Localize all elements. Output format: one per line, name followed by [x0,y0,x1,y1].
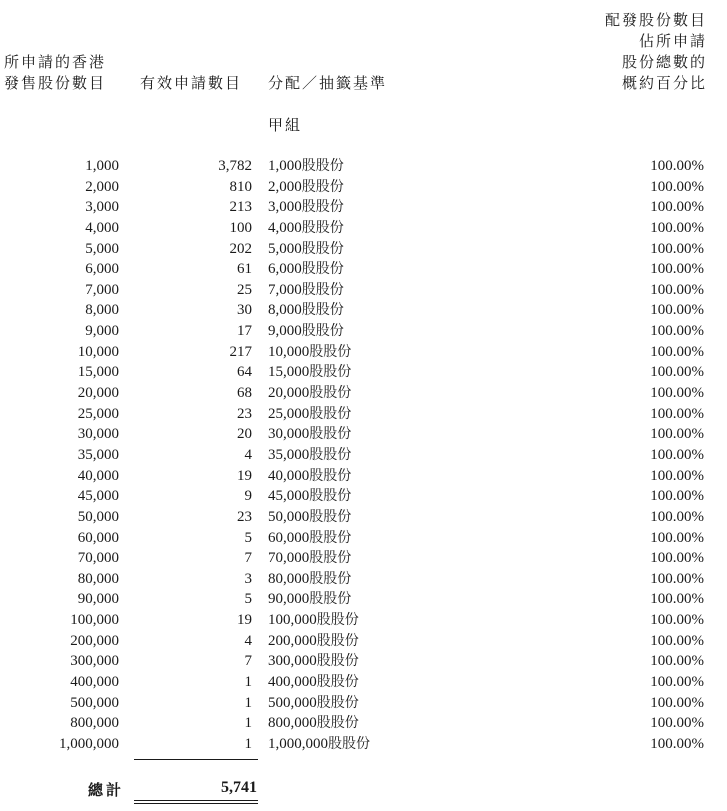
percentage-allotted-cell: 100.00% [650,674,704,691]
basis-unit-label: 股股份 [328,735,370,752]
table-row [0,734,727,755]
basis-unit-label: 股股份 [309,591,352,608]
basis-unit-label: 股股份 [309,446,352,463]
valid-applications-cell: 23 [237,508,252,525]
shares-applied-cell: 20,000 [77,385,119,402]
shares-applied-cell: 30,000 [77,426,119,443]
valid-applications-cell: 7 [244,550,252,567]
basis-unit-label: 股股份 [301,199,344,216]
basis-of-allotment-cell [268,259,344,280]
header-basis-of-allotment: 分配／抽籤基準 [268,74,388,92]
percentage-allotted-cell: 100.00% [650,199,704,216]
basis-shares-number: 20,000 [268,385,310,402]
percentage-allotted-cell: 100.00% [650,715,704,732]
basis-of-allotment-cell [268,672,359,693]
percentage-allotted-cell: 100.00% [650,612,704,629]
table-row [0,672,727,693]
shares-applied-cell: 7,000 [85,281,119,298]
basis-shares-number: 1,000 [268,158,302,174]
valid-applications-cell: 68 [237,385,252,402]
basis-of-allotment-cell [268,528,351,549]
header-percentage-line: 佔所申請 [638,32,707,50]
shares-applied-cell: 200,000 [70,632,119,649]
basis-unit-label: 股股份 [309,467,352,484]
header-percentage-line: 配發股份數目 [604,11,707,29]
table-row [0,713,727,734]
basis-unit-label: 股股份 [301,261,344,278]
basis-shares-number: 800,000 [268,715,317,732]
valid-applications-cell: 213 [229,199,252,216]
basis-of-allotment-cell [268,280,344,301]
percentage-allotted-cell: 100.00% [650,364,704,381]
shares-applied-cell: 35,000 [77,446,119,463]
basis-of-allotment-cell [268,424,351,445]
basis-unit-label: 股股份 [316,612,359,629]
percentage-allotted-cell: 100.00% [650,550,704,567]
header-percentage-line: 股份總數的 [621,53,707,71]
percentage-allotted-cell: 100.00% [650,302,704,319]
total-label: 總計 [88,781,125,799]
percentage-allotted-cell: 100.00% [650,694,704,711]
percentage-allotted-cell: 100.00% [650,632,704,649]
valid-applications-cell: 9 [244,488,252,505]
basis-shares-number: 6,000 [268,261,302,278]
valid-applications-cell: 1 [244,735,252,752]
table-row [0,383,727,404]
table-row [0,280,727,301]
table-row [0,507,727,528]
valid-applications-cell: 7 [244,653,252,670]
percentage-allotted-cell: 100.00% [650,446,704,463]
basis-shares-number: 1,000,000 [268,735,328,752]
valid-applications-cell: 64 [237,364,252,381]
table-row [0,528,727,549]
basis-unit-label: 股股份 [309,508,352,525]
basis-of-allotment-cell [268,589,351,610]
percentage-allotted-cell: 100.00% [650,405,704,422]
table-row [0,362,727,383]
basis-shares-number: 15,000 [268,364,310,381]
shares-applied-cell: 15,000 [77,364,119,381]
header-shares-applied-line: 所申請的香港 [4,53,107,71]
percentage-allotted-cell: 100.00% [650,158,704,174]
basis-shares-number: 40,000 [268,467,310,484]
basis-of-allotment-cell [268,631,359,652]
basis-shares-number: 8,000 [268,302,302,319]
basis-unit-label: 股股份 [316,715,359,732]
table-row [0,404,727,425]
basis-of-allotment-cell [268,197,344,218]
header-valid-applications: 有效申請數目 [140,74,243,92]
basis-shares-number: 9,000 [268,323,302,340]
table-row [0,259,727,280]
basis-shares-number: 7,000 [268,281,302,298]
header-shares-applied-line: 發售股份數目 [4,74,107,92]
table-row [0,569,727,590]
shares-applied-cell: 1,000 [85,158,119,174]
shares-applied-cell: 100,000 [70,612,119,629]
basis-shares-number: 80,000 [268,570,310,587]
basis-shares-number: 2,000 [268,178,302,195]
basis-shares-number: 200,000 [268,632,317,649]
table-row [0,156,727,177]
header-percentage-line: 概約百分比 [621,74,707,92]
header-shares-applied [4,52,106,94]
basis-of-allotment-cell [268,156,344,177]
percentage-allotted-cell: 100.00% [650,467,704,484]
subtotal-rule [134,759,258,760]
shares-applied-cell: 10,000 [77,343,119,360]
table-row [0,342,727,363]
group-label: 甲組 [268,116,303,134]
percentage-allotted-cell: 100.00% [650,508,704,525]
basis-unit-label: 股股份 [301,240,344,257]
valid-applications-cell: 1 [244,694,252,711]
basis-unit-label: 股股份 [309,405,352,422]
table-row [0,548,727,569]
basis-shares-number: 300,000 [268,653,317,670]
table-row [0,651,727,672]
basis-of-allotment-cell [268,507,351,528]
shares-applied-cell: 8,000 [85,302,119,319]
basis-unit-label: 股股份 [309,364,352,381]
shares-applied-cell: 9,000 [85,323,119,340]
valid-applications-cell: 202 [229,240,252,257]
basis-of-allotment-cell [268,466,351,487]
basis-unit-label: 股股份 [301,323,344,340]
percentage-allotted-cell: 100.00% [650,240,704,257]
basis-shares-number: 3,000 [268,199,302,216]
basis-shares-number: 90,000 [268,591,310,608]
table-row [0,177,727,198]
valid-applications-cell: 25 [237,281,252,298]
valid-applications-cell: 1 [244,715,252,732]
total-value: 5,741 [221,779,257,796]
percentage-allotted-cell: 100.00% [650,219,704,236]
basis-of-allotment-cell [268,651,359,672]
shares-applied-cell: 25,000 [77,405,119,422]
table-row [0,239,727,260]
basis-unit-label: 股股份 [316,674,359,691]
valid-applications-cell: 20 [237,426,252,443]
basis-unit-label: 股股份 [309,529,352,546]
basis-unit-label: 股股份 [301,219,344,236]
table-row [0,589,727,610]
basis-shares-number: 35,000 [268,446,310,463]
shares-applied-cell: 300,000 [70,653,119,670]
basis-shares-number: 50,000 [268,508,310,525]
shares-applied-cell: 800,000 [70,715,119,732]
shares-applied-cell: 70,000 [77,550,119,567]
percentage-allotted-cell: 100.00% [650,570,704,587]
valid-applications-cell: 17 [237,323,252,340]
basis-unit-label: 股股份 [316,694,359,711]
shares-applied-cell: 400,000 [70,674,119,691]
basis-of-allotment-cell [268,239,344,260]
basis-of-allotment-cell [268,383,351,404]
basis-unit-label: 股股份 [301,158,344,174]
basis-unit-label: 股股份 [309,343,352,360]
basis-shares-number: 5,000 [268,240,302,257]
basis-unit-label: 股股份 [316,632,359,649]
basis-shares-number: 400,000 [268,674,317,691]
percentage-allotted-cell: 100.00% [650,735,704,752]
basis-shares-number: 45,000 [268,488,310,505]
percentage-allotted-cell: 100.00% [650,323,704,340]
basis-of-allotment-cell [268,362,351,383]
percentage-allotted-cell: 100.00% [650,488,704,505]
valid-applications-cell: 217 [229,343,252,360]
valid-applications-cell: 30 [237,302,252,319]
basis-shares-number: 25,000 [268,405,310,422]
percentage-allotted-cell: 100.00% [650,385,704,402]
shares-applied-cell: 6,000 [85,261,119,278]
valid-applications-cell: 19 [237,612,252,629]
basis-unit-label: 股股份 [301,302,344,319]
shares-applied-cell: 45,000 [77,488,119,505]
basis-unit-label: 股股份 [309,488,352,505]
shares-applied-cell: 500,000 [70,694,119,711]
valid-applications-cell: 1 [244,674,252,691]
shares-applied-cell: 1,000,000 [59,735,119,752]
valid-applications-cell: 4 [244,446,252,463]
valid-applications-cell: 4 [244,632,252,649]
shares-applied-cell: 4,000 [85,219,119,236]
valid-applications-cell: 3,782 [218,158,252,174]
shares-applied-cell: 90,000 [77,591,119,608]
table-row [0,445,727,466]
valid-applications-cell: 810 [229,178,252,195]
basis-unit-label: 股股份 [309,385,352,402]
valid-applications-cell: 23 [237,405,252,422]
valid-applications-cell: 5 [244,591,252,608]
shares-applied-cell: 40,000 [77,467,119,484]
table-row [0,631,727,652]
basis-of-allotment-cell [268,610,359,631]
shares-applied-cell: 60,000 [77,529,119,546]
basis-shares-number: 60,000 [268,529,310,546]
percentage-allotted-cell: 100.00% [650,261,704,278]
basis-unit-label: 股股份 [301,281,344,298]
basis-of-allotment-cell [268,404,351,425]
basis-shares-number: 10,000 [268,343,310,360]
percentage-allotted-cell: 100.00% [650,653,704,670]
percentage-allotted-cell: 100.00% [650,343,704,360]
percentage-allotted-cell: 100.00% [650,426,704,443]
table-row [0,300,727,321]
table-row [0,321,727,342]
valid-applications-cell: 19 [237,467,252,484]
shares-applied-cell: 80,000 [77,570,119,587]
basis-shares-number: 30,000 [268,426,310,443]
header-percentage-allotted [605,10,707,94]
total-double-rule-bottom [134,803,258,804]
shares-applied-cell: 50,000 [77,508,119,525]
basis-of-allotment-cell [268,713,359,734]
percentage-allotted-cell: 100.00% [650,281,704,298]
basis-of-allotment-cell [268,177,344,198]
basis-of-allotment-cell [268,486,351,507]
basis-of-allotment-cell [268,218,344,239]
table-row [0,197,727,218]
table-row [0,466,727,487]
basis-of-allotment-cell [268,693,359,714]
basis-of-allotment-cell [268,445,351,466]
shares-applied-cell: 2,000 [85,178,119,195]
total-double-rule-top [134,800,258,801]
basis-unit-label: 股股份 [309,570,352,587]
basis-shares-number: 4,000 [268,219,302,236]
percentage-allotted-cell: 100.00% [650,178,704,195]
basis-unit-label: 股股份 [316,653,359,670]
table-row [0,424,727,445]
allotment-table-body [0,156,727,755]
basis-of-allotment-cell [268,321,344,342]
basis-of-allotment-cell [268,569,351,590]
basis-shares-number: 500,000 [268,694,317,711]
shares-applied-cell: 3,000 [85,199,119,216]
basis-shares-number: 100,000 [268,612,317,629]
percentage-allotted-cell: 100.00% [650,591,704,608]
table-row [0,218,727,239]
basis-of-allotment-cell [268,734,370,755]
valid-applications-cell: 100 [229,219,252,236]
basis-unit-label: 股股份 [309,426,352,443]
table-row [0,610,727,631]
shares-applied-cell: 5,000 [85,240,119,257]
basis-of-allotment-cell [268,548,351,569]
basis-of-allotment-cell [268,342,351,363]
table-row [0,486,727,507]
basis-unit-label: 股股份 [309,550,352,567]
valid-applications-cell: 5 [244,529,252,546]
valid-applications-cell: 3 [244,570,252,587]
basis-shares-number: 70,000 [268,550,310,567]
valid-applications-cell: 61 [237,261,252,278]
basis-of-allotment-cell [268,300,344,321]
basis-unit-label: 股股份 [301,178,344,195]
table-row [0,693,727,714]
percentage-allotted-cell: 100.00% [650,529,704,546]
